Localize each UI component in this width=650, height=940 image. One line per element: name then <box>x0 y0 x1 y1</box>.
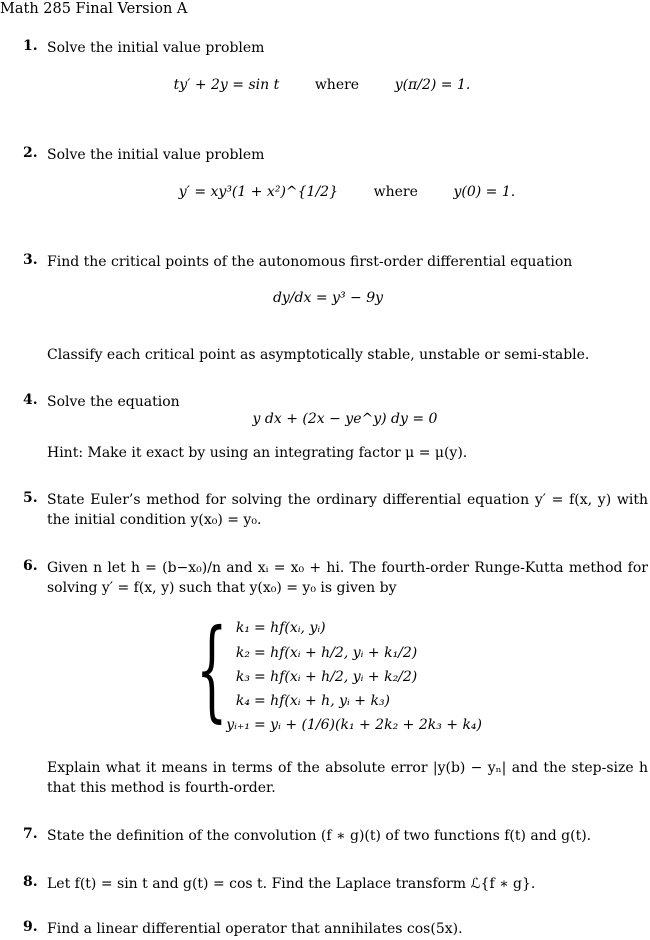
problem-number: 1. <box>23 38 38 54</box>
row-rhs: = yᵢ + (1/6)(k₁ + 2k₂ + 2k₃ + k₄) <box>254 717 483 733</box>
row-rhs: = hf(xᵢ + h/2, yᵢ + k₂/2) <box>254 669 418 685</box>
problem-number: 3. <box>23 252 38 268</box>
problem-text-2: Hint: Make it exact by using an integrating factor μ = μ(y). <box>47 445 468 461</box>
equation-main: ty′ + 2y = sin t <box>173 77 280 93</box>
equation: dy/dx = y³ − 9y <box>272 290 384 306</box>
equation-main: y′ = xy³(1 + x²)^{1/2} <box>178 184 338 200</box>
row-lhs: k₄ <box>235 693 250 709</box>
equation-where: where <box>373 184 418 200</box>
row-rhs: = hf(xᵢ + h/2, yᵢ + k₁/2) <box>254 645 418 661</box>
system-row <box>214 618 514 638</box>
problem-text: Solve the equation <box>47 394 180 410</box>
row-lhs: k₂ <box>235 645 250 661</box>
left-brace: { <box>196 605 228 733</box>
problem-number: 4. <box>23 392 38 408</box>
row-rhs: = hf(xᵢ + h, yᵢ + k₃) <box>254 693 391 709</box>
equation: y dx + (2x − ye^y) dy = 0 <box>252 411 438 427</box>
problem-text: Find a linear differential operator that annihilates cos(5x). <box>47 921 463 937</box>
problem-text-2: Explain what it means in terms of the absolute error |y(b) − yₙ| and the step-size h that this method is fourth-order. <box>47 760 648 796</box>
problem-number: 9. <box>23 919 38 935</box>
problem-text: State the definition of the convolution (f ∗ g)(t) of two functions f(t) and g(t). <box>47 828 592 844</box>
system-row <box>214 691 514 711</box>
equation-where: where <box>314 77 360 93</box>
runge-kutta-system <box>196 605 516 740</box>
problem-text: State Euler’s method for solving the ordinary differential equation y′ = f(x, y) with the initial condition y(x₀) = y₀. <box>47 492 648 528</box>
problem-number: 7. <box>23 826 38 842</box>
problem-text-2: Classify each critical point as asymptotically stable, unstable or semi-stable. <box>47 347 590 363</box>
problem-text: Solve the initial value problem <box>47 147 265 163</box>
problem-number: 8. <box>23 874 38 890</box>
problem-text: Let f(t) = sin t and g(t) = cos t. Find the Laplace transform ℒ{f ∗ g}. <box>47 876 536 892</box>
row-lhs: yᵢ₊₁ <box>226 717 250 733</box>
equation-condition: y(π/2) = 1. <box>394 77 471 93</box>
problem-text: Solve the initial value problem <box>47 40 265 56</box>
row-lhs: k₃ <box>235 669 250 685</box>
problem-text: Find the critical points of the autonomous first-order differential equation <box>47 254 573 270</box>
problem-number: 5. <box>23 490 38 506</box>
system-row <box>214 667 514 687</box>
row-lhs: k₁ <box>235 620 250 636</box>
equation <box>22 184 650 200</box>
page-title: Math 285 Final Version A <box>0 1 188 17</box>
row-rhs: = hf(xᵢ, yᵢ) <box>254 620 326 636</box>
equation-condition: y(0) = 1. <box>453 184 516 200</box>
problem-text: Given n let h = (b−x₀)/n and xᵢ = x₀ + hi. The fourth-order Runge-Kutta method for solving y′ = f(x, y) such that y(x₀) = y₀ is given by <box>47 560 648 596</box>
equation <box>0 77 647 93</box>
problem-number: 2. <box>23 145 38 161</box>
system-row <box>214 643 514 663</box>
problem-number: 6. <box>23 558 38 574</box>
system-row <box>214 715 514 735</box>
